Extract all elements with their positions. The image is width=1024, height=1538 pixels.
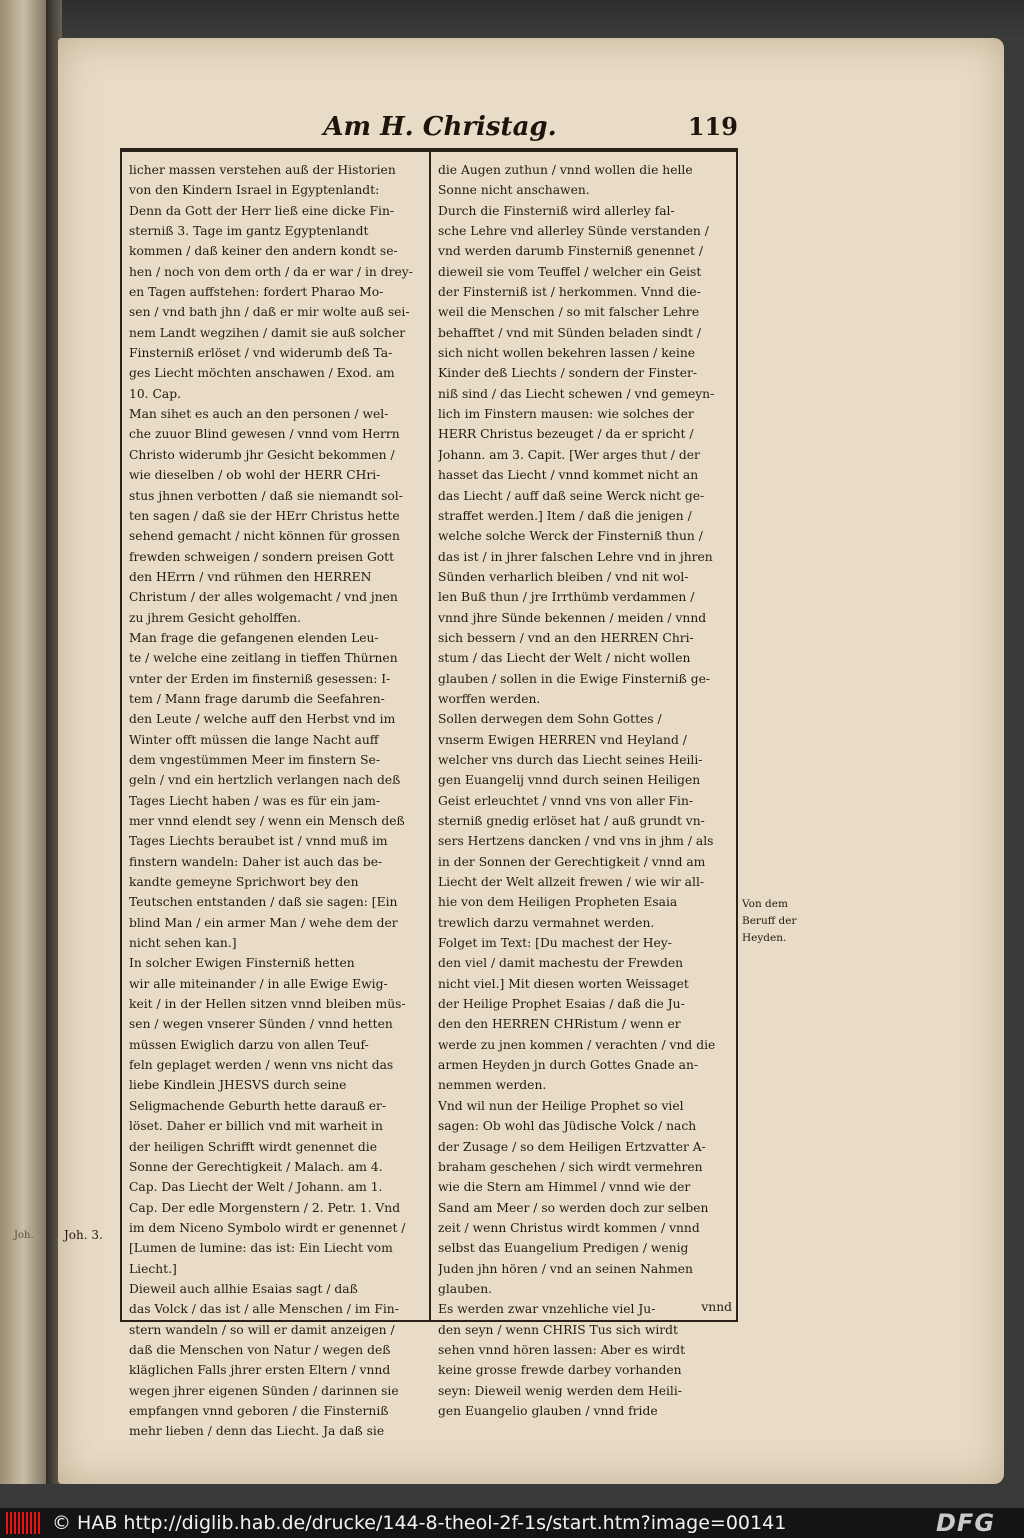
text-line: stus jhnen verbotten / daß sie niemandt sol- — [129, 488, 403, 503]
text-line: löset. Daher er billich vnd mit warheit in — [129, 1119, 383, 1134]
text-line: sehen vnnd hören lassen: Aber es wirdt — [438, 1342, 686, 1357]
text-line: Durch die Finsterniß wird allerley fal- — [438, 203, 675, 218]
text-line: Liecht.] — [129, 1261, 177, 1276]
text-line: [Lumen de lumine: das ist: Ein Liecht vom — [129, 1241, 393, 1256]
text-line: ten sagen / daß sie der HErr Christus hette — [129, 508, 400, 523]
text-line: den den HERREN CHRistum / wenn er — [438, 1017, 681, 1032]
marginal-note-line: Heyden. — [742, 932, 787, 944]
text-line: trewlich darzu vermahnet werden. — [438, 915, 655, 930]
text-line: zeit / wenn Christus wirdt kommen / vnnd — [438, 1220, 700, 1235]
text-line: sich nicht wollen bekehren lassen / keine — [438, 346, 696, 361]
text-line: Tages Liechts beraubet ist / vnnd muß im — [129, 834, 388, 849]
text-line: wie die Stern am Himmel / vnnd wie der — [438, 1180, 691, 1195]
text-line: ges Liecht möchten anschawen / Exod. am — [129, 366, 395, 381]
text-line: straffet werden.] Item / daß die jenigen / — [438, 508, 692, 523]
text-line: sers Hertzens dancken / vnd vns in jhm / als — [438, 834, 714, 849]
text-line: geln / vnd ein hertzlich verlangen nach deß — [129, 773, 401, 788]
catchword: vnnd — [701, 1300, 732, 1314]
text-line: glauben / sollen in die Ewige Finsterniß ge- — [438, 671, 711, 686]
text-line: che zuuor Blind gewesen / vnnd vom Herrn — [129, 427, 400, 442]
text-line: das ist / in jhrer falschen Lehre vnd in jhren — [438, 549, 713, 564]
text-line: Juden jhn hören / vnd an seinen Nahmen — [438, 1261, 693, 1276]
text-line: welcher vns durch das Liecht seines Heili- — [438, 752, 703, 767]
text-line: den Leute / welche auff den Herbst vnd im — [129, 712, 396, 727]
text-line: Christo widerumb jhr Gesicht bekommen / — [129, 447, 395, 462]
text-line: braham geschehen / sich wirdt vermehren — [438, 1159, 703, 1174]
text-line: te / welche eine zeitlang in tieffen Thürnen — [129, 651, 398, 666]
facing-page-edge — [0, 0, 52, 1508]
text-line: vnter der Erden im finsterniß gesessen: I- — [129, 671, 391, 686]
text-line: Johann. am 3. Capit. [Wer arges thut / der — [438, 447, 700, 462]
text-line: tem / Mann frage darumb die Seefahren- — [129, 691, 385, 706]
text-line: weil die Menschen / so mit falscher Lehre — [438, 305, 700, 320]
text-line: frewden schweigen / sondern preisen Gott — [129, 549, 395, 564]
marginal-note-right — [742, 896, 808, 947]
text-line: mer vnnd elendt sey / wenn ein Mensch deß — [129, 814, 405, 828]
text-line: selbst das Euangelium Predigen / wenig — [438, 1241, 689, 1256]
text-line: müssen Ewiglich darzu von allen Teuf- — [129, 1037, 369, 1052]
text-line: nicht viel.] Mit diesen worten Weissaget — [438, 976, 689, 991]
text-line: en Tagen auffstehen: fordert Pharao Mo- — [129, 285, 384, 300]
text-line: Christum / der alles wolgemacht / vnd jnen — [129, 590, 398, 605]
text-line: Cap. Das Liecht der Welt / Johann. am 1. — [129, 1180, 383, 1195]
text-line: keine grosse frewde darbey vorhanden — [438, 1363, 682, 1378]
marginal-note-line: Von dem — [742, 898, 788, 910]
text-line: kläglichen Falls jhrer ersten Eltern / vnnd — [129, 1363, 391, 1378]
text-line: empfangen vnnd geboren / die Finsterniß — [129, 1403, 389, 1418]
copyright-link[interactable]: © HAB http://diglib.hab.de/drucke/144-8-theol-2f-1s/start.htm?image=00141 — [52, 1512, 787, 1534]
text-line: gen Euangelio glauben / vnnd fride — [438, 1403, 658, 1418]
text-line: Sünden verharlich bleiben / vnd nit wol- — [438, 569, 689, 584]
text-line: Teutschen entstanden / daß sie sagen: [Ein — [129, 895, 398, 910]
text-line: Tages Liecht haben / was es für ein jam- — [129, 793, 381, 808]
text-line: licher massen verstehen auß der Historien — [129, 163, 396, 177]
text-line: Folget im Text: [Du machest der Hey- — [438, 936, 672, 951]
text-line: Denn da Gott der Herr ließ eine dicke Fin- — [129, 203, 395, 218]
text-line: der heiligen Schrifft wirdt genennet die — [129, 1139, 377, 1154]
barcode-icon — [6, 1512, 40, 1534]
dfg-logo: DFG — [936, 1509, 996, 1537]
text-line: den HErrn / vnd rühmen den HERREN — [129, 569, 372, 584]
text-line: Geist erleuchtet / vnnd vns von aller Fin- — [438, 793, 694, 808]
text-line: feln geplaget werden / wenn vns nicht das — [129, 1058, 394, 1073]
text-line: welche solche Werck der Finsterniß thun / — [438, 529, 703, 544]
text-line: kandte gemeyne Sprichwort bey den — [129, 875, 359, 890]
text-line: wegen jhrer eigenen Sünden / darinnen sie — [129, 1383, 399, 1398]
text-line: zu jhrem Gesicht geholffen. — [129, 610, 302, 625]
text-line: werde zu jnen kommen / verachten / vnd die — [438, 1037, 716, 1052]
text-line: wie dieselben / ob wohl der HERR CHri- — [129, 468, 381, 483]
text-line: nicht sehen kan.] — [129, 936, 237, 951]
scan-background-bottom — [0, 1484, 1024, 1508]
text-line: mehr lieben / denn das Liecht. Ja daß sie — [129, 1424, 385, 1439]
text-line: blind Man / ein armer Man / wehe dem der — [129, 915, 398, 930]
text-line: Sonne der Gerechtigkeit / Malach. am 4. — [129, 1159, 383, 1174]
running-head: Am H. Christag. — [323, 112, 557, 142]
text-line: worffen werden. — [438, 691, 541, 706]
text-line: Sand am Meer / so werden doch zur selben — [438, 1200, 709, 1215]
text-line: sehend gemacht / nicht können für grossen — [129, 529, 400, 544]
text-line: die Augen zuthun / vnnd wollen die helle — [438, 163, 693, 177]
text-line: Dieweil auch allhie Esaias sagt / daß — [129, 1281, 358, 1296]
text-line: Man frage die gefangenen elenden Leu- — [129, 630, 379, 645]
marginal-note-line: Beruff der — [742, 915, 797, 927]
text-line: HERR Christus bezeuget / da er spricht / — [438, 427, 694, 442]
column-rule — [429, 150, 431, 1322]
text-line: Liecht der Welt allzeit frewen / wie wir all- — [438, 875, 705, 890]
text-line: Kinder deß Liechts / sondern der Finster- — [438, 366, 698, 381]
text-line: Man sihet es auch an den personen / wel- — [129, 407, 389, 422]
text-line: in der Sonnen der Gerechtigkeit / vnnd am — [438, 854, 706, 869]
text-line: kommen / daß keiner den andern kondt se- — [129, 244, 398, 259]
text-line: nemmen werden. — [438, 1078, 547, 1093]
text-line: gen Euangelij vnnd durch seinen Heiligen — [438, 773, 701, 788]
text-line: sterniß 3. Tage im gantz Egyptenlandt — [129, 224, 369, 239]
scan-background-top — [0, 0, 1024, 40]
text-line: hen / noch von dem orth / da er war / in drey- — [129, 264, 413, 279]
text-line: daß die Menschen von Natur / wegen deß — [129, 1342, 391, 1357]
text-line: liebe Kindlein JHESVS durch seine — [129, 1078, 347, 1093]
text-line: vnserm Ewigen HERREN vnd Heyland / — [438, 732, 687, 747]
text-line: len Buß thun / jre Irrthümb verdammen / — [438, 590, 695, 605]
text-line: Seligmachende Geburth hette darauß er- — [129, 1098, 387, 1113]
text-line: im dem Niceno Symbolo wirdt er genennet / — [129, 1220, 406, 1235]
text-line: das Liecht / auff daß seine Werck nicht ge- — [438, 488, 705, 503]
text-line: dieweil sie vom Teuffel / welcher ein Geist — [438, 264, 702, 279]
text-line: Es werden zwar vnzehliche viel Ju- — [438, 1302, 656, 1317]
text-line: der Finsterniß ist / herkommen. Vnnd die- — [438, 285, 701, 300]
text-line: sich bessern / vnd an den HERREN Chri- — [438, 630, 694, 645]
text-line: 10. Cap. — [129, 386, 181, 401]
text-line: sen / vnd bath jhn / daß er mir wolte auß sei- — [129, 305, 410, 320]
text-line: hie von dem Heiligen Propheten Esaia — [438, 895, 678, 910]
text-line: Winter offt müssen die lange Nacht auff — [129, 732, 379, 747]
text-line: der Zusage / so dem Heiligen Ertzvatter A- — [438, 1139, 706, 1154]
text-line: sen / wegen vnserer Sünden / vnnd hetten — [129, 1017, 393, 1032]
text-line: Finsterniß erlöset / vnd widerumb deß Ta- — [129, 346, 393, 361]
text-line: hasset das Liecht / vnnd kommet nicht an — [438, 468, 699, 483]
text-line: den viel / damit machestu der Frewden — [438, 956, 684, 971]
text-line: der Heilige Prophet Esaias / daß die Ju- — [438, 997, 685, 1012]
text-line: von den Kindern Israel in Egyptenlandt: — [129, 183, 380, 198]
text-line: niß sind / das Liecht schewen / vnd gemeyn- — [438, 386, 715, 401]
text-line: vnd werden darumb Finsterniß genennet / — [438, 244, 703, 259]
text-line: seyn: Dieweil wenig werden dem Heili- — [438, 1383, 682, 1398]
marginal-note-facing-page: Joh. — [14, 1230, 34, 1241]
text-line: glauben. — [438, 1281, 493, 1296]
left-text-column — [129, 160, 427, 1442]
text-line: finstern wandeln: Daher ist auch das be- — [129, 854, 383, 869]
viewer-footer — [0, 1508, 1024, 1538]
text-line: den seyn / wenn CHRIS Tus sich wirdt — [438, 1322, 678, 1337]
page-number: 119 — [687, 112, 738, 141]
text-line: sche Lehre vnd allerley Sünde verstanden / — [438, 224, 709, 239]
marginal-note-left: Joh. 3. — [64, 1228, 103, 1242]
text-line: dem vngestümmen Meer im finstern Se- — [129, 752, 380, 767]
text-line: sterniß gnedig erlöset hat / auß grundt vn- — [438, 814, 705, 828]
text-line: vnnd jhre Sünde bekennen / meiden / vnnd — [438, 610, 707, 625]
text-line: Vnd wil nun der Heilige Prophet so viel — [438, 1098, 684, 1113]
text-line: keit / in der Hellen sitzen vnnd bleiben müs- — [129, 997, 406, 1012]
text-line: Cap. Der edle Morgenstern / 2. Petr. 1. Vnd — [129, 1200, 401, 1215]
text-line: wir alle miteinander / in alle Ewige Ewig- — [129, 976, 388, 991]
text-line: das Volck / das ist / alle Menschen / im Fin- — [129, 1302, 399, 1317]
text-line: lich im Finstern mausen: wie solches der — [438, 407, 694, 422]
text-line: stum / das Liecht der Welt / nicht wollen — [438, 651, 691, 666]
text-line: In solcher Ewigen Finsterniß hetten — [129, 956, 355, 971]
text-line: sagen: Ob wohl das Jüdische Volck / nach — [438, 1119, 697, 1134]
text-line: armen Heyden jn durch Gottes Gnade an- — [438, 1058, 699, 1073]
text-line: nem Landt wegzihen / damit sie auß solcher — [129, 325, 406, 340]
text-line: stern wandeln / so will er damit anzeigen / — [129, 1322, 395, 1337]
right-text-column — [438, 160, 736, 1421]
text-line: Sonne nicht anschawen. — [438, 183, 590, 198]
text-line: behafftet / vnd mit Sünden beladen sindt / — [438, 325, 702, 340]
text-line: Sollen derwegen dem Sohn Gottes / — [438, 712, 662, 727]
